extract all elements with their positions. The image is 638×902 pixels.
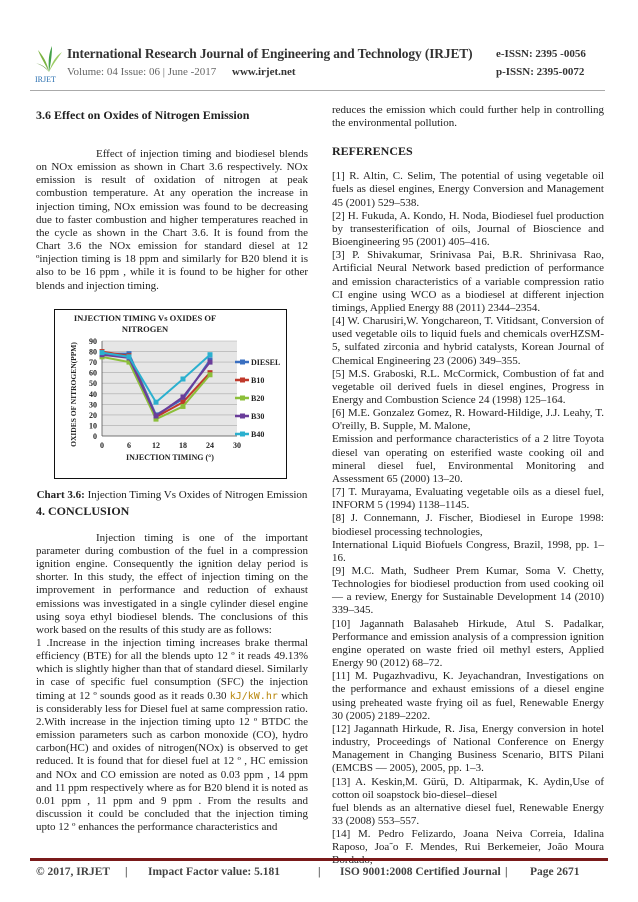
y-tick-label: 90 — [89, 336, 97, 346]
point1-text: 1 .Increase in the injection timing increases brake thermal efficiency (BTE) for all the blends upto 12 º it reads 49.13% which is slightly higher than that of standard diesel. Similarly in case of specific fuel consumption (SFC) the injection timing at 12 º sounds good as it reads 0.30 — [36, 636, 308, 702]
reference-item: [12] Jagannath Hirkude, R. Jisa, Energy conversion in hotel industry, Proceedings of National Conference on Energy Management in Changing Business Scenario, BITS Pilani (EMCBS — 2005), 2005, pp. 1–3. — [332, 722, 604, 775]
reference-item: [10] Jagannath Balasaheb Hirkude, Atul S. Padalkar, Performance and emission analysis of a compression ignition engine operated on waste fried oil methyl esters, Applied Energy 90 (2012) 68–72. — [332, 617, 604, 670]
conclusion-point-1 — [36, 637, 308, 716]
irjet-logo-icon — [34, 44, 64, 84]
point1-text-end: which is considerably less for Diesel fuel at same compression ratio. — [36, 689, 308, 715]
reference-item: [3] P. Shivakumar, Srinivasa Pai, B.R. Shrinivasa Rao, Artificial Neural Network based prediction of performance and emission characteristics of a variable compression ratio CI engine using WCO as a biodiesel at different injection timings, Applied Energy 88 (2011) 2344–2354. — [332, 249, 604, 314]
caption-text: Injection Timing Vs Oxides of Nitrogen Emission — [84, 488, 308, 501]
conclusion-paragraph: Injection timing is one of the important parameter during combustion of the fuel in a compression ignition engine. Consequently the ignition delay period is shorter. In this study, the effect of injection timing on the improvement in performance and reduction of exhaust emissions was investigated in a single cylinder diesel engine using soya ethyl biodiesel blends. The conclusions of this work based on the results of this study are as follows: — [36, 531, 308, 636]
legend-label-diesel: DIESEL — [251, 357, 281, 367]
y-tick-label: 20 — [89, 410, 97, 420]
section-heading: 3.6 Effect on Oxides of Nitrogen Emission — [36, 108, 250, 122]
data-point-b40 — [181, 376, 186, 381]
x-tick-label: 12 — [152, 440, 160, 450]
legend-label-b20: B20 — [251, 393, 265, 403]
reference-item: [6] M.E. Gonzalez Gomez, R. Howard-Hildige, J.J. Leahy, T. O'reilly, B. Supple, M. Malone, — [332, 407, 604, 433]
conclusion-point-2: 2.With increase in the injection timing upto 12 º BTDC the emission parameters such as carbon monoxide (CO), hydro carbon(HC) and oxides of nitrogen(NOx) is observed to get reduced. It is found that for diesel fuel at 12 º , HC emission and NOx and CO emission are noted as 0.03 ppm , 14 ppm and 11 ppm respectively where as for B20 blend it is noted as 0.01 ppm , 11 ppm and 9 ppm . From the results and discussion it could be concluded that the injection timing upto 12 º enhances the performance characteristics and — [36, 715, 308, 834]
data-point-b30 — [154, 413, 159, 418]
references-list — [332, 170, 604, 867]
x-tick-label: 18 — [179, 440, 187, 450]
journal-header — [0, 40, 638, 90]
x-tick-label: 24 — [206, 440, 214, 450]
reference-item: [11] M. Pugazhvadivu, K. Jeyachandran, Investigations on the performance and exhaust emissions of a diesel engine using preheated waste frying oil as fuel, Renewable Energy 30 (2005) 2189–2202. — [332, 670, 604, 722]
svg-text:IRJET: IRJET — [35, 75, 56, 84]
footer-page-number: Page 2671 — [530, 866, 580, 878]
reference-item: International Liquid Biofuels Congress, Brazil, 1998, pp. 1–16. — [332, 538, 604, 564]
x-tick-label: 30 — [233, 440, 241, 450]
legend-label-b40: B40 — [251, 429, 265, 439]
header-divider — [30, 90, 605, 91]
chart-caption — [36, 489, 308, 502]
y-axis-label: OXIDES OF NITROGEN(PPM) — [69, 341, 78, 447]
y-tick-label: 80 — [89, 347, 97, 357]
p-issn: p-ISSN: 2395-0072 — [496, 66, 585, 78]
reference-item: [5] M.S. Graboski, R.L. McCormick, Combustion of fat and vegetable oil derived fuels in diesel engines, Progress in Energy and Combustion Science 24 (1998) 125–164. — [332, 367, 604, 406]
data-point-b20 — [181, 404, 186, 409]
section-paragraph: Effect of injection timing and biodiesel blends on NOx emission as shown in Chart 3.6 respectively. NOx emission is result of oxidation of nitrogen at peak combustion temperature. At any operation the increase in injection timing, NOx emission was found to be decreasing due to faster combustion and higher temperatures reached in the cycle as shown in the Chart 3.6. It is found from the Chart 3.6 the NOx emission for standard diesel at 12 ºinjection timing is 18 ppm and similarly for B20 blend it is also to be 16 ppm , while it is found to be higher for other blends and injection timing. — [36, 148, 308, 292]
legend-label-b30: B30 — [251, 411, 265, 421]
left-column — [36, 105, 308, 834]
x-axis-label: INJECTION TIMING (°) — [126, 452, 214, 462]
y-tick-label: 50 — [89, 378, 97, 388]
footer-separator: | — [505, 866, 508, 878]
reference-item: [8] J. Connemann, J. Fischer, Biodiesel in Europe 1998: biodiesel processing technologies, — [332, 512, 604, 538]
y-tick-label: 10 — [89, 421, 97, 431]
chart-title: NITROGEN — [121, 323, 169, 334]
footer-copyright: © 2017, IRJET — [36, 866, 111, 878]
reference-item: fuel blends as an alternative diesel fuel, Renewable Energy 33 (2008) 553–557. — [332, 801, 604, 827]
reference-item: [9] M.C. Math, Sudheer Prem Kumar, Soma V. Chetty, Technologies for biodiesel production from used cooking oil — a review, Energy for Sustainable Development 14 (2010) 339–345. — [332, 565, 604, 617]
reference-item: [7] T. Murayama, Evaluating vegetable oils as a diesel fuel, INFORM 5 (1994) 1138–1145. — [332, 486, 604, 512]
sfc-unit: kJ/kW.hr — [229, 690, 278, 702]
x-tick-label: 6 — [127, 440, 131, 450]
data-point-b30 — [208, 359, 213, 364]
reference-item: [2] H. Fukuda, A. Kondo, H. Noda, Biodiesel fuel production by transesterification of oils, Journal of Bioscience and Bioengineering 95 (2001) 405–416. — [332, 209, 604, 249]
e-issn: e-ISSN: 2395 -0056 — [496, 48, 586, 60]
data-point-b40 — [154, 399, 159, 404]
reference-item: Emission and performance characteristics of a 2 litre Toyota diesel van operating on esterified waste cooking oil and mineral diesel fuel, Environmental Monitoring and Assessment 65 (2000) 13–20. — [332, 433, 604, 485]
right-column — [332, 104, 604, 868]
journal-title: International Research Journal of Engineering and Technology (IRJET) — [67, 46, 473, 61]
y-tick-label: 30 — [89, 400, 97, 410]
legend-marker-b30 — [240, 413, 245, 418]
reference-item: [1] R. Altin, C. Selim, The potential of using vegetable oil fuels as diesel engines, Energy Conversion and Management 45 (2001) 529–538. — [332, 170, 604, 209]
caption-label: Chart 3.6: — [36, 488, 85, 501]
volume-info: Volume: 04 Issue: 06 | June -2017 — [67, 66, 217, 78]
continuation-text: reduces the emission which could further help in controlling the environmental pollution. — [332, 104, 604, 130]
journal-website-link[interactable]: www.irjet.net — [232, 66, 296, 78]
reference-item: [14] M. Pedro Felizardo, Joana Neiva Correia, Idalina Raposo, Joa˜o F. Mendes, Rui Berkemeier, João Moura — [332, 828, 604, 854]
y-tick-label: 40 — [89, 389, 97, 399]
data-point-b20 — [208, 372, 213, 377]
y-tick-label: 70 — [89, 357, 97, 367]
conclusion-heading: 4. CONCLUSION — [36, 503, 130, 518]
reference-item: [4] W. Charusiri,W. Yongchareon, T. Vitidsant, Conversion of used vegetable oils to liquid fuels and chemicals overHZSM-5, sulfated zirconia and hybrid catalysts, Korean Journal of Chemical Engineering 23 (2006) 349–355. — [332, 315, 604, 367]
footer-iso: ISO 9001:2008 Certified Journal — [340, 866, 501, 878]
reference-item: [13] A. Keskin,M. Gürü, D. Altiparmak, K. Aydin,Use of cotton oil soapstock bio-diesel–diesel — [332, 775, 604, 801]
references-heading: REFERENCES — [332, 144, 413, 159]
legend-marker-b20 — [240, 395, 245, 400]
data-point-b40 — [208, 352, 213, 357]
legend-marker-diesel — [240, 359, 245, 364]
x-tick-label: 0 — [100, 440, 104, 450]
chart-box — [54, 309, 287, 479]
nox-chart — [55, 310, 285, 477]
legend-label-b10: B10 — [251, 375, 265, 385]
y-tick-label: 0 — [93, 431, 97, 441]
footer-separator: | — [318, 866, 321, 878]
y-tick-label: 60 — [89, 368, 97, 378]
legend-marker-b10 — [240, 377, 245, 382]
data-point-b30 — [181, 394, 186, 399]
chart-title: INJECTION TIMING Vs OXIDES OF — [73, 312, 217, 323]
footer-impact-factor: Impact Factor value: 5.181 — [148, 866, 281, 878]
legend-marker-b40 — [240, 431, 245, 436]
data-point-b40 — [100, 350, 105, 355]
footer-divider — [30, 858, 608, 861]
footer-separator: | — [125, 866, 128, 878]
data-point-b40 — [127, 354, 132, 359]
